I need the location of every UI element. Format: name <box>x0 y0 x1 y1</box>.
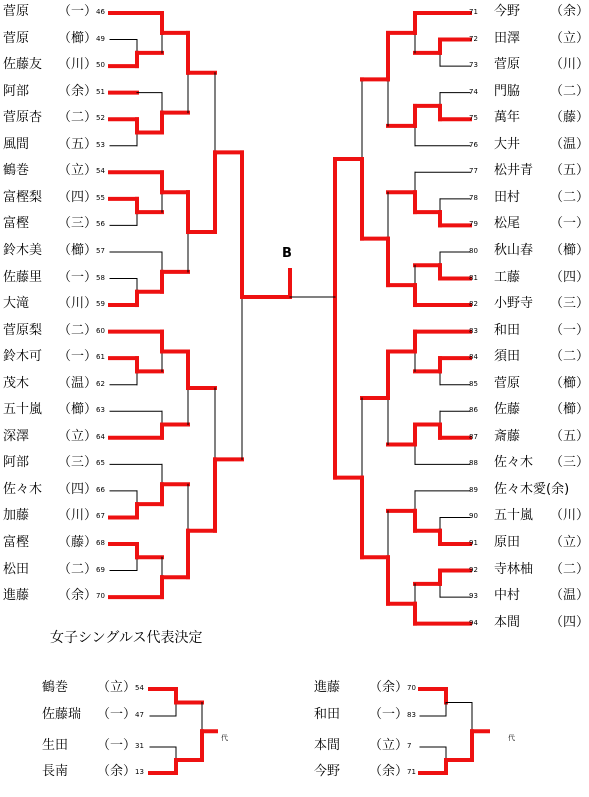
player-name: 大滝 <box>3 296 30 312</box>
team-abbr: （四） <box>550 269 589 285</box>
seed-number: 56 <box>96 220 105 229</box>
seed-number: 73 <box>469 61 478 70</box>
team-abbr: （二） <box>58 561 98 577</box>
team-abbr: （立） <box>550 30 589 46</box>
player-name: 松田 <box>3 561 30 577</box>
seed-number: 87 <box>469 432 478 441</box>
team-abbr: （二） <box>58 322 98 338</box>
player-name: 進藤 <box>3 588 30 604</box>
team-abbr: （余） <box>58 588 98 604</box>
seed-number: 91 <box>469 539 478 547</box>
team-abbr: （温） <box>550 588 589 604</box>
player-name: 今野 <box>494 4 521 19</box>
seed-number: 52 <box>96 114 105 123</box>
seed-number: 79 <box>469 220 478 229</box>
player-name: 小野寺 <box>494 296 534 312</box>
team-abbr: （二） <box>550 189 589 205</box>
seed-number: 31 <box>135 742 144 750</box>
seed-number: 61 <box>96 353 105 362</box>
player-name: 本間 <box>314 738 341 753</box>
team-abbr: （一） <box>58 269 98 285</box>
team-abbr: （一） <box>550 216 589 232</box>
seed-number: 78 <box>469 193 478 202</box>
team-abbr: （立） <box>97 680 137 695</box>
player-name: 進藤 <box>314 680 341 695</box>
seed-number: 62 <box>96 379 105 388</box>
final-block-label: B <box>282 246 292 261</box>
seed-number: 94 <box>469 618 478 627</box>
team-abbr: （藤） <box>550 110 589 126</box>
seed-number: 82 <box>469 300 478 309</box>
team-abbr: (余) <box>546 481 570 497</box>
team-abbr: （立） <box>369 738 409 753</box>
seed-number: 77 <box>469 167 478 176</box>
player-name: 松井青 <box>494 163 534 179</box>
team-abbr: （一） <box>97 707 137 722</box>
player-name: 菅原 <box>3 4 30 19</box>
player-name: 今野 <box>314 764 341 779</box>
player-name: 田澤 <box>494 30 521 46</box>
seed-number: 71 <box>407 768 416 776</box>
seed-number: 86 <box>469 406 478 415</box>
team-abbr: （立） <box>58 428 98 444</box>
player-name: 茂木 <box>3 375 30 391</box>
team-abbr: （二） <box>550 83 589 99</box>
player-name: 秋山春 <box>494 242 534 258</box>
team-abbr: （余） <box>58 83 98 99</box>
seed-number: 47 <box>135 711 144 719</box>
team-abbr: （四） <box>550 614 589 630</box>
seed-number: 54 <box>135 684 144 692</box>
player-name: 佐藤瑞 <box>42 707 82 722</box>
seed-number: 74 <box>469 87 478 96</box>
player-name: 生田 <box>42 738 69 753</box>
seed-number: 64 <box>96 432 105 441</box>
team-abbr: （二） <box>550 561 589 577</box>
seed-number: 58 <box>96 273 105 282</box>
team-abbr: （三） <box>550 455 589 471</box>
seed-number: 68 <box>96 539 105 547</box>
player-name: 工藤 <box>494 269 521 285</box>
team-abbr: （二） <box>550 349 589 365</box>
player-name: 佐藤友 <box>3 57 43 73</box>
team-abbr: （藤） <box>58 535 98 550</box>
seed-number: 83 <box>469 326 478 335</box>
team-abbr: （櫛） <box>58 402 98 418</box>
seed-number: 90 <box>469 512 478 521</box>
team-abbr: （三） <box>550 296 589 312</box>
player-name: 田村 <box>494 189 521 205</box>
player-name: 須田 <box>494 349 521 365</box>
team-abbr: （五） <box>550 428 589 444</box>
seed-number: 46 <box>96 8 105 16</box>
team-abbr: （川） <box>550 57 589 73</box>
seed-number: 54 <box>96 167 105 176</box>
playoff-left-result-mark: 代 <box>221 734 228 742</box>
team-abbr: （一） <box>58 349 98 365</box>
player-name: 富樫 <box>3 535 30 550</box>
player-name: 五十嵐 <box>3 402 43 418</box>
seed-number: 59 <box>96 300 105 309</box>
team-abbr: （一） <box>97 738 137 753</box>
player-name: 佐々木 <box>494 455 534 471</box>
seed-number: 81 <box>469 273 478 282</box>
team-abbr: （三） <box>58 455 98 471</box>
team-abbr: （櫛） <box>550 402 589 418</box>
team-abbr: （余） <box>550 4 589 19</box>
player-name: 萬年 <box>494 110 521 126</box>
player-name: 佐々木愛 <box>494 481 547 497</box>
team-abbr: （四） <box>58 481 98 497</box>
team-abbr: （温） <box>58 375 98 391</box>
player-name: 佐藤 <box>494 402 521 418</box>
team-abbr: （余） <box>369 680 409 695</box>
player-name: 菅原梨 <box>3 322 43 338</box>
seed-number: 60 <box>96 326 105 335</box>
seed-number: 50 <box>96 61 105 70</box>
seed-number: 67 <box>96 512 105 521</box>
team-abbr: （川） <box>58 296 98 312</box>
seed-number: 75 <box>469 114 478 123</box>
player-name: 大井 <box>494 136 521 152</box>
player-name: 松尾 <box>494 216 521 232</box>
team-abbr: （五） <box>550 163 589 179</box>
player-name: 佐々木 <box>3 481 43 497</box>
player-name: 菅原 <box>3 30 30 46</box>
team-abbr: （櫛） <box>58 242 98 258</box>
seed-number: 80 <box>469 246 478 255</box>
player-name: 鈴木可 <box>3 349 43 365</box>
team-abbr: （五） <box>58 136 98 152</box>
player-name: 鶴巻 <box>3 163 30 179</box>
seed-number: 89 <box>469 485 478 494</box>
seed-number: 66 <box>96 485 105 494</box>
player-name: 風間 <box>3 136 30 152</box>
player-name: 富樫梨 <box>3 189 43 205</box>
seed-number: 63 <box>96 406 105 415</box>
seed-number: 70 <box>407 684 416 692</box>
playoff-right-result-mark: 代 <box>508 734 515 742</box>
player-name: 加藤 <box>3 508 30 524</box>
player-name: 阿部 <box>3 455 30 471</box>
seed-number: 83 <box>407 711 416 719</box>
player-name: 長南 <box>42 764 69 779</box>
seed-number: 7 <box>407 742 412 750</box>
seed-number: 13 <box>135 768 144 776</box>
seed-number: 92 <box>469 565 478 574</box>
player-name: 菅原 <box>494 57 521 73</box>
player-name: 門脇 <box>494 83 521 99</box>
player-name: 和田 <box>314 707 341 722</box>
team-abbr: （一） <box>369 707 409 722</box>
player-name: 鈴木美 <box>3 242 43 258</box>
seed-number: 57 <box>96 246 105 255</box>
team-abbr: （三） <box>58 216 98 232</box>
team-abbr: （川） <box>58 508 98 524</box>
seed-number: 70 <box>96 592 105 601</box>
player-name: 菅原杏 <box>3 110 43 126</box>
seed-number: 65 <box>96 459 105 468</box>
team-abbr: （櫛） <box>58 30 98 46</box>
player-name: 菅原 <box>494 375 521 391</box>
team-abbr: （余） <box>369 764 409 779</box>
team-abbr: （立） <box>58 163 98 179</box>
seed-number: 93 <box>469 592 478 601</box>
player-name: 原田 <box>494 535 521 550</box>
player-name: 寺林柚 <box>494 561 534 577</box>
seed-number: 76 <box>469 140 478 149</box>
team-abbr: （川） <box>550 508 589 524</box>
team-abbr: （一） <box>550 322 589 338</box>
team-abbr: （立） <box>550 535 589 550</box>
seed-number: 85 <box>469 379 478 388</box>
seed-number: 55 <box>96 193 105 202</box>
player-name: 本間 <box>494 614 521 630</box>
seed-number: 69 <box>96 565 105 574</box>
player-name: 斎藤 <box>494 428 521 444</box>
seed-number: 84 <box>469 353 478 362</box>
seed-number: 88 <box>469 459 478 468</box>
player-name: 中村 <box>494 588 521 604</box>
seed-number: 53 <box>96 140 105 149</box>
team-abbr: （四） <box>58 189 98 205</box>
player-name: 富樫 <box>3 216 30 232</box>
player-name: 鶴巻 <box>42 680 69 695</box>
team-abbr: （櫛） <box>550 375 589 391</box>
team-abbr: （二） <box>58 110 98 126</box>
team-abbr: （温） <box>550 136 589 152</box>
section-title: 女子シングルス代表決定 <box>50 630 203 646</box>
player-name: 和田 <box>494 322 521 338</box>
team-abbr: （川） <box>58 57 98 73</box>
seed-number: 71 <box>469 8 478 16</box>
player-name: 深澤 <box>3 428 30 444</box>
seed-number: 49 <box>96 34 105 43</box>
team-abbr: （櫛） <box>550 242 589 258</box>
player-name: 五十嵐 <box>494 508 534 524</box>
player-name: 阿部 <box>3 83 30 99</box>
team-abbr: （一） <box>58 4 98 19</box>
seed-number: 72 <box>469 34 478 43</box>
seed-number: 51 <box>96 87 105 96</box>
player-name: 佐藤里 <box>3 269 43 285</box>
team-abbr: （余） <box>97 764 137 779</box>
